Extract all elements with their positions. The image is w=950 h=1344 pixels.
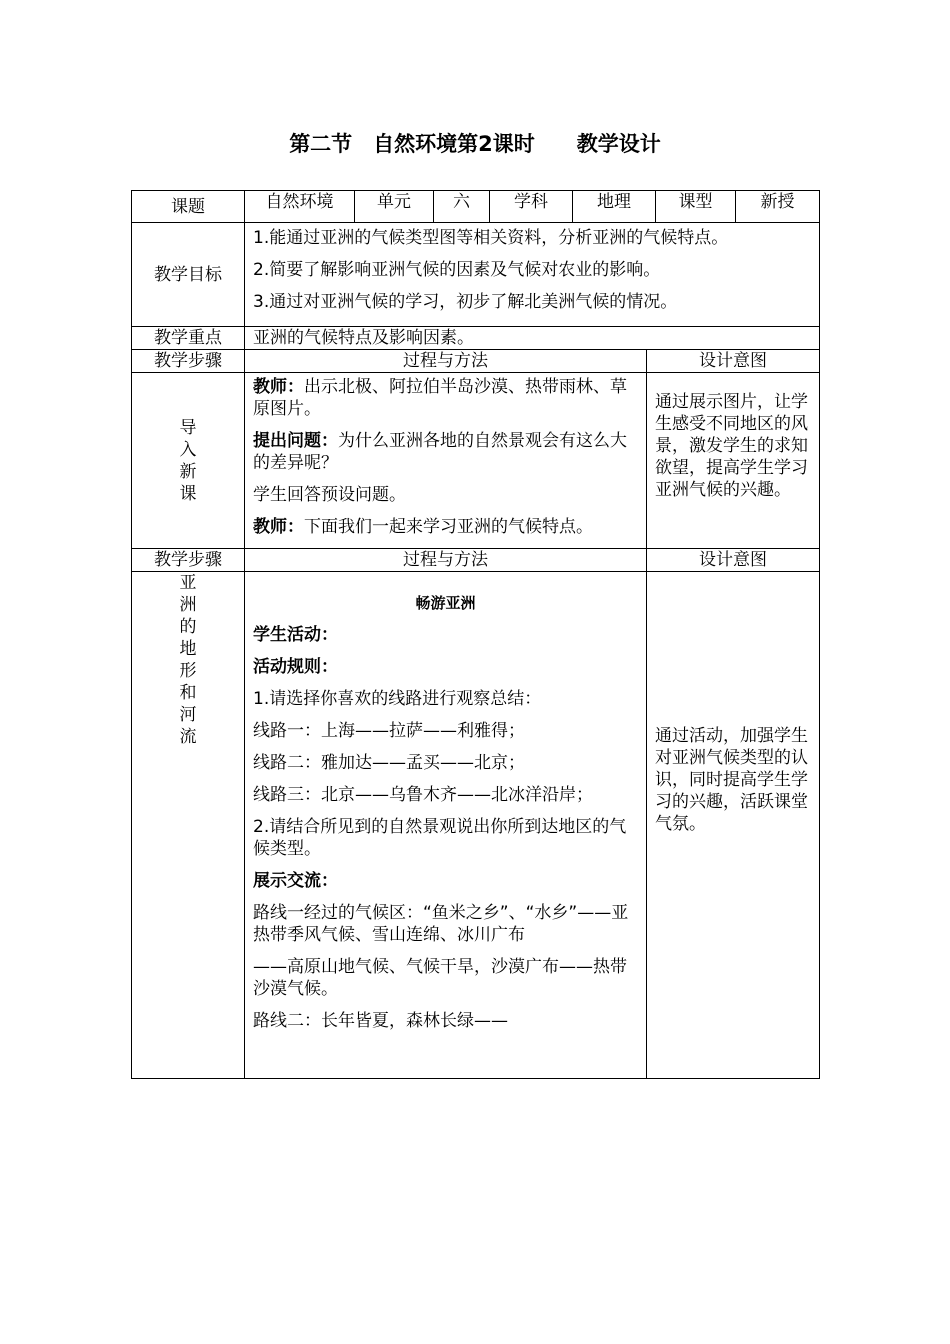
intro-bold: 教师： xyxy=(253,377,304,397)
subject-value: 地理 xyxy=(573,191,656,223)
type-label: 课型 xyxy=(656,191,736,223)
intro-text: 为什么亚洲各地的自然景观会有这么大的差异呢？ xyxy=(253,431,627,473)
intro-text: 学生回答预设问题。 xyxy=(253,485,406,505)
intro-intent: 通过展示图片，让学生感受不同地区的风景，激发学生的求知欲望，提高学生学习亚洲气候的兴趣。 xyxy=(647,373,820,549)
intro-process xyxy=(245,373,647,549)
goal-item: 3.通过对亚洲气候的学习，初步了解北美洲气候的情况。 xyxy=(253,292,678,312)
type-value: 新授 xyxy=(736,191,820,223)
goals-list xyxy=(245,223,820,327)
exchange-line: 路线二：长年皆夏，森林长绿—— xyxy=(253,1011,508,1031)
activity-heading: 畅游亚洲 xyxy=(415,594,476,612)
steps-header-2: 教学步骤 xyxy=(132,549,245,572)
intent-header: 设计意图 xyxy=(647,350,820,373)
page-title: 第二节 自然环境第2课时 教学设计 xyxy=(289,132,661,156)
subject-label: 学科 xyxy=(490,191,573,223)
exchange-label: 展示交流： xyxy=(253,871,338,891)
intro-step xyxy=(132,373,245,549)
goals-label: 教学目标 xyxy=(132,223,245,327)
goal-item: 2.简要了解影响亚洲气候的因素及气候对农业的影响。 xyxy=(253,260,661,280)
intro-bold: 提出问题： xyxy=(253,431,338,451)
main-step xyxy=(132,572,245,1079)
info-table xyxy=(131,190,820,223)
main-step-text: 亚洲的地形和河流 xyxy=(179,573,197,747)
goal-item: 1.能通过亚洲的气候类型图等相关资料，分析亚洲的气候特点。 xyxy=(253,228,729,248)
rule-line: 线路一：上海——拉萨——利雅得； xyxy=(253,721,525,741)
exchange-line: ——高原山地气候、气候干旱，沙漠广布——热带沙漠气候。 xyxy=(253,957,627,999)
topic-label: 课题 xyxy=(132,191,245,223)
exchange-line: 路线一经过的气候区：“鱼米之乡”、“水乡”——亚热带季风气候、雪山连绵、冰川广布 xyxy=(253,903,629,945)
rule-line: 线路二：雅加达——孟买——北京； xyxy=(253,753,525,773)
focus-text: 亚洲的气候特点及影响因素。 xyxy=(245,327,820,350)
rule-line: 线路三：北京——乌鲁木齐——北冰洋沿岸； xyxy=(253,785,593,805)
plan-table xyxy=(131,222,820,1079)
intro-step-text: 导入新课 xyxy=(179,417,197,504)
student-activity-label: 学生活动： xyxy=(253,625,338,645)
rule-line: 1.请选择你喜欢的线路进行观察总结： xyxy=(253,689,542,709)
topic-value: 自然环境 xyxy=(245,191,355,223)
intro-bold: 教师： xyxy=(253,517,304,537)
intro-text: 出示北极、阿拉伯半岛沙漠、热带雨林、草原图片。 xyxy=(253,377,627,419)
unit-label: 单元 xyxy=(355,191,434,223)
intro-text: 下面我们一起来学习亚洲的气候特点。 xyxy=(304,517,593,537)
steps-header: 教学步骤 xyxy=(132,350,245,373)
main-intent: 通过活动，加强学生对亚洲气候类型的认识，同时提高学生学习的兴趣，活跃课堂气氛。 xyxy=(647,572,820,1079)
rules-label: 活动规则： xyxy=(253,657,338,677)
focus-label: 教学重点 xyxy=(132,327,245,350)
process-header-2: 过程与方法 xyxy=(245,549,647,572)
rule-line: 2.请结合所见到的自然景观说出你所到达地区的气候类型。 xyxy=(253,817,627,859)
intent-header-2: 设计意图 xyxy=(647,549,820,572)
main-process xyxy=(245,572,647,1079)
unit-value: 六 xyxy=(434,191,490,223)
process-header: 过程与方法 xyxy=(245,350,647,373)
